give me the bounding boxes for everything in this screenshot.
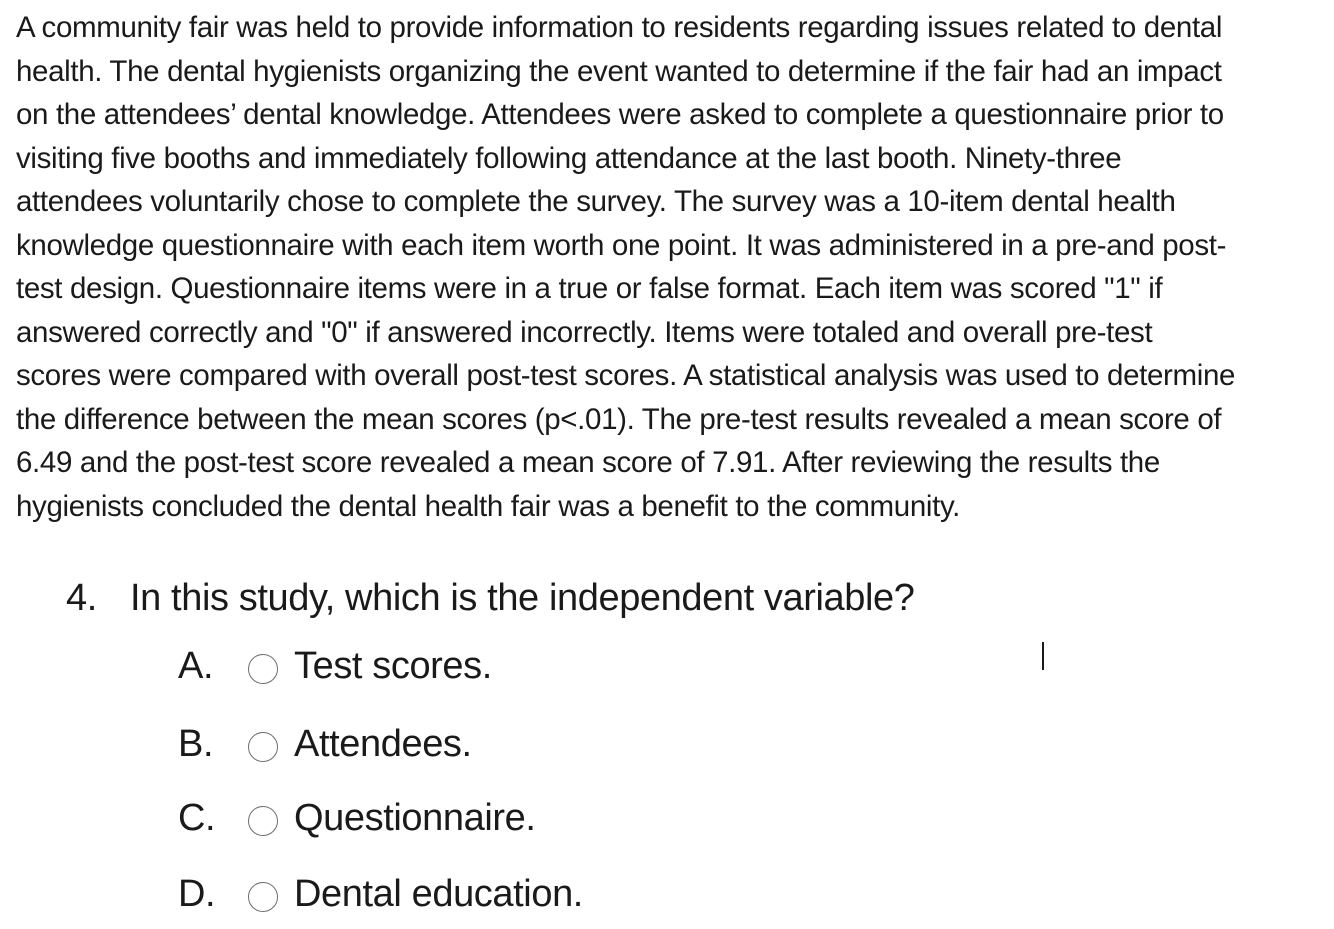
radio-button-c[interactable] <box>248 806 278 836</box>
radio-button-d[interactable] <box>248 882 278 912</box>
question-prompt <box>66 572 915 624</box>
passage-line: answered correctly and "0" if answered incorrectly. Items were totaled and overall pre-test <box>16 315 1153 349</box>
answer-option-b[interactable] <box>178 720 472 768</box>
option-letter: B. <box>178 722 214 765</box>
passage-line: visiting five booths and immediately following attendance at the last booth. Ninety-three <box>16 141 1122 175</box>
passage-line: knowledge questionnaire with each item worth one point. It was administered in a pre-and post- <box>16 228 1227 262</box>
passage-line: scores were compared with overall post-test scores. A statistical analysis was used to determine <box>16 359 1236 392</box>
passage-line: attendees voluntarily chose to complete the survey. The survey was a 10-item dental health <box>16 185 1176 218</box>
passage-line: test design. Questionnaire items were in a true or false format. Each item was scored "1" if <box>16 272 1163 305</box>
text-cursor-icon <box>1042 642 1044 670</box>
passage-line: 6.49 and the post-test score revealed a mean score of 7.91. After reviewing the results the <box>16 446 1160 479</box>
passage-line: hygienists concluded the dental health fair was a benefit to the community. <box>16 489 960 523</box>
answer-option-c[interactable] <box>178 794 536 842</box>
passage-line: health. The dental hygienists organizing the event wanted to determine if the fair had an impact <box>16 54 1222 88</box>
option-label[interactable]: Test scores. <box>294 644 492 687</box>
option-label[interactable]: Dental education. <box>294 872 583 915</box>
option-letter: A. <box>178 644 214 687</box>
passage-line: the difference between the mean scores (p<.01). The pre-test results revealed a mean score of <box>16 402 1222 436</box>
passage-text <box>16 6 1328 528</box>
radio-button-a[interactable] <box>248 654 278 684</box>
passage-line: A community fair was held to provide information to residents regarding issues related to dental <box>16 11 1223 44</box>
option-letter: C. <box>178 796 216 839</box>
question-text: In this study, which is the independent variable? <box>130 577 915 619</box>
option-label[interactable]: Questionnaire. <box>294 796 536 839</box>
answer-option-d[interactable] <box>178 870 583 918</box>
answer-option-a[interactable] <box>178 642 492 690</box>
option-label[interactable]: Attendees. <box>294 722 472 765</box>
radio-button-b[interactable] <box>248 732 278 762</box>
question-number: 4. <box>66 577 97 619</box>
option-letter: D. <box>178 872 216 915</box>
passage-line: on the attendees’ dental knowledge. Attendees were asked to complete a questionnaire prior to <box>16 98 1224 131</box>
